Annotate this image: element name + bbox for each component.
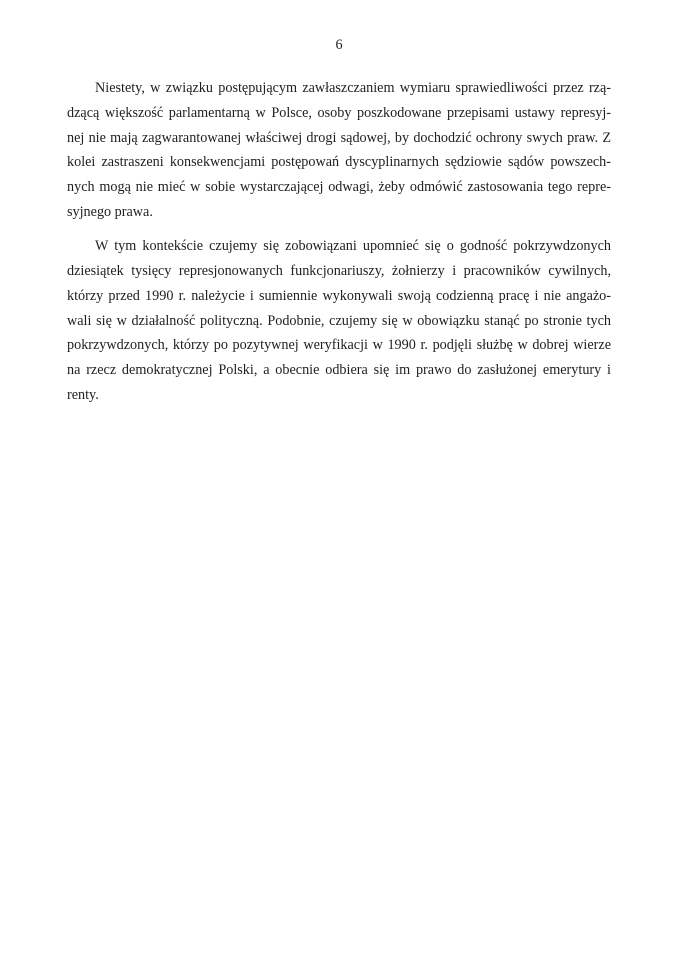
text-line: dziesiątek tysięcy represjonowanych funkcjonariuszy, żołnierzy i pracowników cywilnych, [67, 263, 611, 280]
text-line: dzącą większość parlamentarną w Polsce, osoby poszkodowane przepisami ustawy represyj- [67, 104, 611, 121]
text-line: W tym kontekście czujemy się zobowiązani upomnieć się o godność pokrzywdzonych [95, 238, 611, 255]
text-line: nych mogą nie mieć w sobie wystarczającej odwagi, żeby odmówić zastosowania tego repre- [67, 179, 611, 196]
text-line: Niestety, w związku postępującym zawłaszczaniem wymiaru sprawiedliwości przez rzą- [95, 80, 611, 96]
document-body [67, 76, 611, 408]
page-number: 6 [335, 37, 343, 53]
text-line: pokrzywdzonych, którzy po pozytywnej weryfikacji w 1990 r. podjęli służbę w dobrej wierze [67, 337, 611, 354]
text-line: którzy przed 1990 r. należycie i sumiennie wykonywali swoją codzienną pracę i nie angażo- [67, 287, 611, 304]
paragraph [67, 234, 611, 408]
paragraph [67, 76, 611, 225]
text-line: nej nie mają zagwarantowanej właściwej drogi sądowej, by dochodzić ochrony swych praw. Z [67, 129, 611, 146]
text-line: kolei zastraszeni konsekwencjami postępowań dyscyplinarnych sędziowie sądów powszech- [67, 154, 611, 171]
text-line: wali się w działalność polityczną. Podobnie, czujemy się w obowiązku stanąć po stronie tych [67, 312, 611, 329]
text-line: na rzecz demokratycznej Polski, a obecnie odbiera się im prawo do zasłużonej emerytury i [67, 362, 611, 379]
text-line: syjnego prawa. [67, 203, 153, 220]
text-line: renty. [67, 387, 99, 404]
